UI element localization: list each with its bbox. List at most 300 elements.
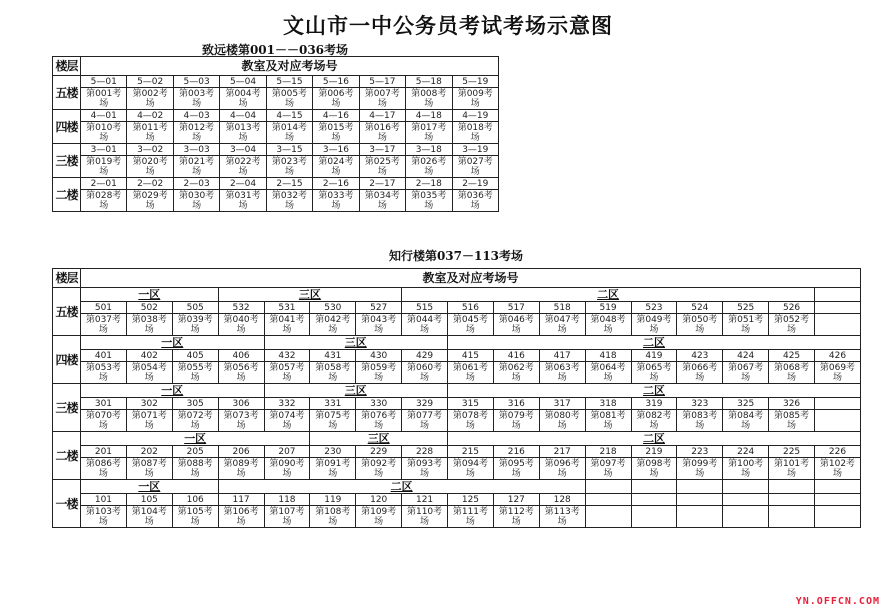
room-number: 3—03 (173, 144, 219, 156)
building1-subtitle: 致远楼第001－－036考场 (201, 43, 349, 57)
exam-room: 第070考 场 (81, 410, 127, 432)
exam-room (585, 506, 631, 528)
room-number: 225 (769, 446, 815, 458)
exam-room: 第003考 场 (173, 88, 219, 110)
room-number: 3—02 (127, 144, 173, 156)
room-number: 119 (310, 494, 356, 506)
exam-room: 第089考 场 (218, 458, 264, 480)
exam-room: 第108考 场 (310, 506, 356, 528)
exam-room: 第097考 场 (585, 458, 631, 480)
room-number: 4—02 (127, 110, 173, 122)
exam-room: 第006考 场 (313, 88, 359, 110)
zone-label (815, 480, 861, 494)
exam-room: 第075考 场 (310, 410, 356, 432)
room-number: 430 (356, 350, 402, 362)
room-number: 517 (493, 302, 539, 314)
exam-room: 第052考 场 (769, 314, 815, 336)
room-number: 319 (631, 398, 677, 410)
room-number (677, 494, 723, 506)
exam-room: 第054考 场 (126, 362, 172, 384)
room-number: 518 (539, 302, 585, 314)
exam-room: 第026考 场 (406, 156, 452, 178)
room-number (769, 494, 815, 506)
exam-room: 第028考 场 (81, 190, 127, 212)
room-number: 326 (769, 398, 815, 410)
exam-room: 第099考 场 (677, 458, 723, 480)
zone-label: 一区 (81, 336, 265, 350)
room-number: 3—04 (220, 144, 266, 156)
exam-room: 第002考 场 (127, 88, 173, 110)
room-number: 128 (539, 494, 585, 506)
exam-room: 第104考 场 (126, 506, 172, 528)
exam-room: 第050考 场 (677, 314, 723, 336)
exam-room: 第041考 场 (264, 314, 310, 336)
exam-room: 第105考 场 (172, 506, 218, 528)
exam-room: 第038考 场 (126, 314, 172, 336)
exam-room: 第011考 场 (127, 122, 173, 144)
exam-room: 第013考 场 (220, 122, 266, 144)
exam-room: 第037考 场 (81, 314, 127, 336)
room-number: 5—17 (359, 76, 405, 88)
zone-label: 一区 (81, 288, 219, 302)
exam-room: 第024考 场 (313, 156, 359, 178)
exam-room: 第035考 场 (406, 190, 452, 212)
room-number: 230 (310, 446, 356, 458)
room-number: 105 (126, 494, 172, 506)
zone-label (769, 480, 815, 494)
floor-exam-row (53, 314, 861, 336)
room-number: 4—18 (406, 110, 452, 122)
room-number: 5—01 (81, 76, 127, 88)
room-number: 523 (631, 302, 677, 314)
zone-label (677, 480, 723, 494)
floor-label: 二楼 (53, 432, 81, 480)
exam-room: 第087考 场 (126, 458, 172, 480)
exam-room: 第056考 场 (218, 362, 264, 384)
exam-room: 第045考 场 (448, 314, 494, 336)
zone-label: 一区 (81, 432, 310, 446)
exam-room: 第040考 场 (218, 314, 264, 336)
watermark: YN.OFFCN.COM (795, 596, 880, 607)
exam-room: 第079考 场 (493, 410, 539, 432)
zone-label: 二区 (448, 432, 861, 446)
room-number: 223 (677, 446, 723, 458)
room-number: 332 (264, 398, 310, 410)
room-number: 3—18 (406, 144, 452, 156)
exam-room: 第083考 场 (677, 410, 723, 432)
room-number: 2—04 (220, 178, 266, 190)
room-number: 2—01 (81, 178, 127, 190)
room-number: 3—01 (81, 144, 127, 156)
room-number: 426 (815, 350, 861, 362)
room-number: 5—04 (220, 76, 266, 88)
room-number: 205 (172, 446, 218, 458)
exam-room: 第015考 场 (313, 122, 359, 144)
floor-label: 二楼 (53, 178, 81, 212)
zone-label: 三区 (264, 384, 448, 398)
exam-room: 第062考 场 (493, 362, 539, 384)
exam-room: 第066考 场 (677, 362, 723, 384)
exam-room: 第085考 场 (769, 410, 815, 432)
room-number: 216 (493, 446, 539, 458)
zone-label (723, 480, 769, 494)
floor-label: 四楼 (53, 110, 81, 144)
room-number: 5—03 (173, 76, 219, 88)
exam-room: 第012考 场 (173, 122, 219, 144)
exam-room: 第110考 场 (402, 506, 448, 528)
exam-room: 第025考 场 (359, 156, 405, 178)
room-number (815, 494, 861, 506)
room-number: 432 (264, 350, 310, 362)
room-number: 418 (585, 350, 631, 362)
exam-room (677, 506, 723, 528)
exam-room: 第113考 场 (539, 506, 585, 528)
room-number: 315 (448, 398, 494, 410)
room-number: 531 (264, 302, 310, 314)
floor-exam-row (53, 88, 499, 110)
zone-label: 二区 (218, 480, 585, 494)
zone-label (815, 288, 861, 302)
room-number: 329 (402, 398, 448, 410)
room-number: 416 (493, 350, 539, 362)
zone-label: 三区 (218, 288, 402, 302)
floor-label: 一楼 (53, 480, 81, 528)
room-number: 423 (677, 350, 723, 362)
room-number: 532 (218, 302, 264, 314)
exam-room: 第061考 场 (448, 362, 494, 384)
room-number: 206 (218, 446, 264, 458)
room-number: 207 (264, 446, 310, 458)
floor-room-row (53, 446, 861, 458)
exam-room: 第086考 场 (81, 458, 127, 480)
room-number: 415 (448, 350, 494, 362)
building2-subtitle: 知行楼第037－113考场 (388, 249, 524, 263)
exam-room: 第092考 场 (356, 458, 402, 480)
floor-exam-row (53, 190, 499, 212)
exam-room: 第020考 场 (127, 156, 173, 178)
floor-room-row (53, 398, 861, 410)
room-number: 3—16 (313, 144, 359, 156)
exam-room: 第042考 场 (310, 314, 356, 336)
exam-room: 第004考 场 (220, 88, 266, 110)
exam-room: 第073考 场 (218, 410, 264, 432)
exam-room: 第014考 场 (266, 122, 312, 144)
exam-room: 第031考 场 (220, 190, 266, 212)
room-number (723, 494, 769, 506)
room-number: 526 (769, 302, 815, 314)
floor-zone-row (53, 336, 861, 350)
exam-room: 第107考 场 (264, 506, 310, 528)
table-header-row (53, 269, 861, 288)
room-number: 3—15 (266, 144, 312, 156)
room-number: 424 (723, 350, 769, 362)
rooms-header: 教室及对应考场号 (81, 57, 499, 76)
floor-room-row (53, 302, 861, 314)
room-number: 118 (264, 494, 310, 506)
room-number: 525 (723, 302, 769, 314)
room-number (585, 494, 631, 506)
room-number: 431 (310, 350, 356, 362)
floor-exam-row (53, 506, 861, 528)
exam-room: 第046考 场 (493, 314, 539, 336)
floor-zone-row (53, 288, 861, 302)
exam-room: 第109考 场 (356, 506, 402, 528)
room-number: 4—03 (173, 110, 219, 122)
exam-room: 第008考 场 (406, 88, 452, 110)
zone-label: 二区 (448, 336, 861, 350)
exam-room: 第068考 场 (769, 362, 815, 384)
exam-room: 第081考 场 (585, 410, 631, 432)
room-number: 2—16 (313, 178, 359, 190)
exam-room: 第101考 场 (769, 458, 815, 480)
exam-room: 第106考 场 (218, 506, 264, 528)
room-number: 515 (402, 302, 448, 314)
zone-label: 三区 (264, 336, 448, 350)
exam-room: 第077考 场 (402, 410, 448, 432)
floor-exam-row (53, 122, 499, 144)
room-number: 401 (81, 350, 127, 362)
room-number: 120 (356, 494, 402, 506)
floor-label: 五楼 (53, 288, 81, 336)
exam-room: 第078考 场 (448, 410, 494, 432)
exam-room: 第010考 场 (81, 122, 127, 144)
room-number: 101 (81, 494, 127, 506)
building2-table (52, 268, 861, 528)
room-number: 229 (356, 446, 402, 458)
room-number: 331 (310, 398, 356, 410)
exam-room: 第019考 场 (81, 156, 127, 178)
exam-room: 第036考 场 (452, 190, 499, 212)
exam-room: 第039考 场 (172, 314, 218, 336)
floor-zone-row (53, 384, 861, 398)
room-number: 501 (81, 302, 127, 314)
zone-label: 二区 (402, 288, 815, 302)
room-number: 325 (723, 398, 769, 410)
room-number (815, 398, 861, 410)
room-number: 4—15 (266, 110, 312, 122)
room-number: 127 (493, 494, 539, 506)
room-number: 519 (585, 302, 631, 314)
room-number: 3—17 (359, 144, 405, 156)
exam-room: 第094考 场 (448, 458, 494, 480)
room-number: 419 (631, 350, 677, 362)
exam-room: 第033考 场 (313, 190, 359, 212)
exam-room: 第049考 场 (631, 314, 677, 336)
exam-room: 第034考 场 (359, 190, 405, 212)
floor-room-row (53, 494, 861, 506)
room-number: 117 (218, 494, 264, 506)
floor-exam-row (53, 458, 861, 480)
exam-room: 第100考 场 (723, 458, 769, 480)
room-number: 306 (218, 398, 264, 410)
room-number: 4—01 (81, 110, 127, 122)
exam-room: 第096考 场 (539, 458, 585, 480)
exam-room: 第001考 场 (81, 88, 127, 110)
floor-room-row (53, 350, 861, 362)
exam-room: 第098考 场 (631, 458, 677, 480)
exam-room: 第051考 场 (723, 314, 769, 336)
exam-room: 第088考 场 (172, 458, 218, 480)
exam-room: 第093考 场 (402, 458, 448, 480)
exam-room (815, 314, 861, 336)
room-number: 516 (448, 302, 494, 314)
room-number: 318 (585, 398, 631, 410)
room-number: 4—16 (313, 110, 359, 122)
exam-room: 第032考 场 (266, 190, 312, 212)
room-number: 121 (402, 494, 448, 506)
exam-room (631, 506, 677, 528)
floor-room-row (53, 144, 499, 156)
room-number: 217 (539, 446, 585, 458)
room-number: 215 (448, 446, 494, 458)
room-number (815, 302, 861, 314)
exam-room: 第022考 场 (220, 156, 266, 178)
room-number: 226 (815, 446, 861, 458)
exam-room: 第090考 场 (264, 458, 310, 480)
room-number: 224 (723, 446, 769, 458)
exam-room: 第111考 场 (448, 506, 494, 528)
page-title: 文山市一中公务员考试考场示意图 (283, 13, 613, 38)
room-number: 429 (402, 350, 448, 362)
room-number: 417 (539, 350, 585, 362)
room-number: 405 (172, 350, 218, 362)
building1-table (52, 56, 499, 212)
exam-room: 第005考 场 (266, 88, 312, 110)
exam-room: 第076考 场 (356, 410, 402, 432)
floor-zone-row (53, 432, 861, 446)
room-number: 4—17 (359, 110, 405, 122)
zone-label (631, 480, 677, 494)
room-number: 505 (172, 302, 218, 314)
exam-room: 第053考 场 (81, 362, 127, 384)
exam-room: 第023考 场 (266, 156, 312, 178)
room-number: 5—15 (266, 76, 312, 88)
zone-label: 二区 (448, 384, 861, 398)
room-number: 2—15 (266, 178, 312, 190)
exam-room: 第057考 场 (264, 362, 310, 384)
room-number: 406 (218, 350, 264, 362)
room-number: 530 (310, 302, 356, 314)
room-number: 228 (402, 446, 448, 458)
room-number: 402 (126, 350, 172, 362)
room-number: 5—16 (313, 76, 359, 88)
room-number: 125 (448, 494, 494, 506)
exam-room (769, 506, 815, 528)
floor-room-row (53, 178, 499, 190)
room-number (631, 494, 677, 506)
exam-room: 第091考 场 (310, 458, 356, 480)
exam-room: 第082考 场 (631, 410, 677, 432)
room-number: 330 (356, 398, 402, 410)
exam-room: 第017考 场 (406, 122, 452, 144)
exam-room: 第029考 场 (127, 190, 173, 212)
floor-zone-row (53, 480, 861, 494)
exam-room: 第095考 场 (493, 458, 539, 480)
exam-room: 第102考 场 (815, 458, 861, 480)
floor-room-row (53, 76, 499, 88)
floor-room-row (53, 110, 499, 122)
exam-room: 第018考 场 (452, 122, 499, 144)
floor-exam-row (53, 156, 499, 178)
rooms-header: 教室及对应考场号 (81, 269, 861, 288)
exam-room: 第007考 场 (359, 88, 405, 110)
exam-room: 第030考 场 (173, 190, 219, 212)
floor-label: 五楼 (53, 76, 81, 110)
room-number: 2—18 (406, 178, 452, 190)
floor-header: 楼层 (53, 269, 81, 288)
room-number: 2—17 (359, 178, 405, 190)
room-number: 316 (493, 398, 539, 410)
room-number: 301 (81, 398, 127, 410)
room-number: 3—19 (452, 144, 499, 156)
room-number: 2—03 (173, 178, 219, 190)
exam-room: 第048考 场 (585, 314, 631, 336)
exam-room: 第080考 场 (539, 410, 585, 432)
exam-room (723, 506, 769, 528)
floor-label: 四楼 (53, 336, 81, 384)
exam-room: 第043考 场 (356, 314, 402, 336)
exam-room: 第055考 场 (172, 362, 218, 384)
exam-room: 第016考 场 (359, 122, 405, 144)
exam-room: 第112考 场 (493, 506, 539, 528)
exam-room: 第027考 场 (452, 156, 499, 178)
room-number: 502 (126, 302, 172, 314)
zone-label (585, 480, 631, 494)
room-number: 317 (539, 398, 585, 410)
room-number: 106 (172, 494, 218, 506)
exam-room: 第103考 场 (81, 506, 127, 528)
floor-header: 楼层 (53, 57, 81, 76)
floor-label: 三楼 (53, 384, 81, 432)
exam-room: 第065考 场 (631, 362, 677, 384)
room-number: 4—19 (452, 110, 499, 122)
exam-room: 第084考 场 (723, 410, 769, 432)
exam-room: 第047考 场 (539, 314, 585, 336)
room-number: 2—19 (452, 178, 499, 190)
exam-room: 第058考 场 (310, 362, 356, 384)
room-number: 5—19 (452, 76, 499, 88)
floor-exam-row (53, 362, 861, 384)
room-number: 201 (81, 446, 127, 458)
exam-room: 第072考 场 (172, 410, 218, 432)
exam-room: 第021考 场 (173, 156, 219, 178)
room-number: 524 (677, 302, 723, 314)
exam-room: 第059考 场 (356, 362, 402, 384)
zone-label: 三区 (310, 432, 448, 446)
zone-label: 一区 (81, 480, 219, 494)
exam-room (815, 410, 861, 432)
room-number: 5—18 (406, 76, 452, 88)
room-number: 302 (126, 398, 172, 410)
exam-room: 第067考 场 (723, 362, 769, 384)
exam-room: 第071考 场 (126, 410, 172, 432)
exam-room: 第060考 场 (402, 362, 448, 384)
exam-room: 第069考 场 (815, 362, 861, 384)
floor-exam-row (53, 410, 861, 432)
room-number: 4—04 (220, 110, 266, 122)
room-number: 2—02 (127, 178, 173, 190)
room-number: 5—02 (127, 76, 173, 88)
room-number: 527 (356, 302, 402, 314)
exam-room: 第044考 场 (402, 314, 448, 336)
exam-room: 第063考 场 (539, 362, 585, 384)
exam-room: 第074考 场 (264, 410, 310, 432)
table-header-row (53, 57, 499, 76)
exam-room: 第064考 场 (585, 362, 631, 384)
room-number: 323 (677, 398, 723, 410)
exam-room: 第009考 场 (452, 88, 499, 110)
room-number: 425 (769, 350, 815, 362)
